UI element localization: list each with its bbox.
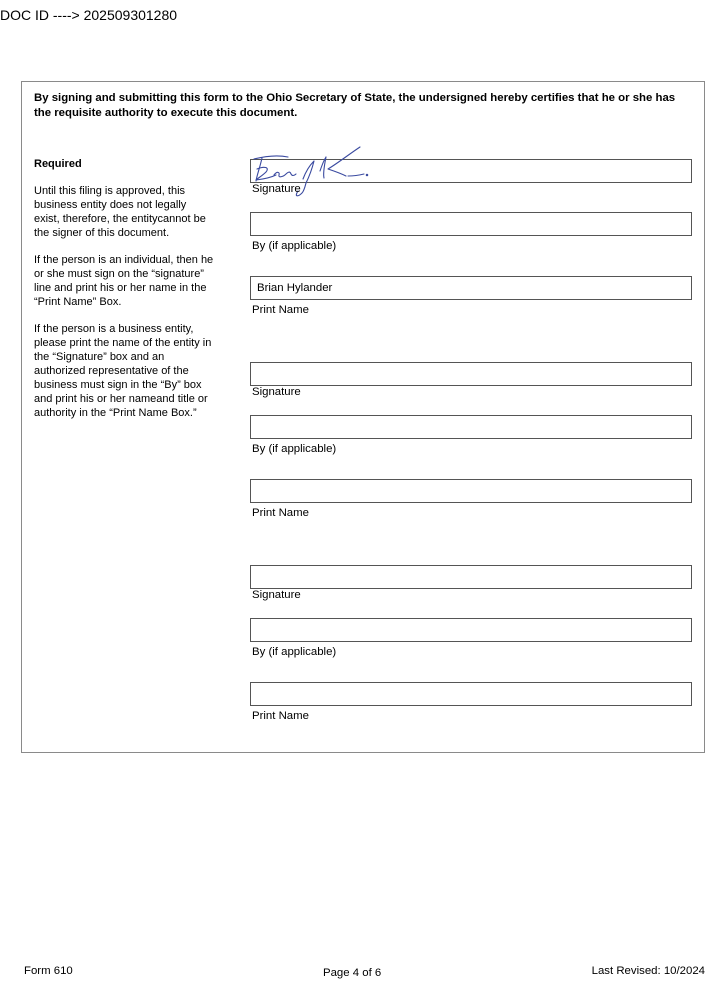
signature-field-3[interactable] [250,565,692,589]
certification-statement: By signing and submitting this form to the Ohio Secretary of State, the undersigned hereby certifies that he or she has the requisite authority to execute this document. [34,92,676,119]
instructions-heading: Required [34,158,82,170]
print-name-label: Print Name [252,304,309,316]
by-field-1[interactable] [250,212,692,236]
print-name-field-2[interactable] [250,479,692,503]
instructions-paragraph: Until this filing is approved, this business entity does not legally exist, therefore, the entitycannot be the signer of this document. [34,185,206,239]
by-label: By (if applicable) [252,240,337,252]
signature-field-2[interactable] [250,362,692,386]
by-field-2[interactable] [250,415,692,439]
print-name-field-1[interactable]: Brian Hylander [250,276,692,300]
by-field-3[interactable] [250,618,692,642]
signature-label: Signature [252,183,301,195]
print-name-label: Print Name [252,507,309,519]
page-number: Page 4 of 6 [323,967,382,979]
by-label: By (if applicable) [252,646,337,658]
instructions-panel [34,157,214,433]
print-name-field-3[interactable] [250,682,692,706]
print-name-label: Print Name [252,710,309,722]
revision-date: Last Revised: 10/2024 [591,965,705,977]
doc-id: DOC ID ----> 202509301280 [0,7,178,23]
signature-label: Signature [252,386,301,398]
signature-label: Signature [252,589,301,601]
form-number: Form 610 [24,965,73,977]
instructions-paragraph: If the person is an individual, then he or she must sign on the “signature” line and print his or her name in the “Print Name” Box. [34,254,214,308]
by-label: By (if applicable) [252,443,337,455]
instructions-paragraph: If the person is a business entity, please print the name of the entity in the “Signature” box and an authorized representative of the business must sign in the “By” box and print his or her nameand title or authority in the “Print Name Box.” [34,323,212,419]
